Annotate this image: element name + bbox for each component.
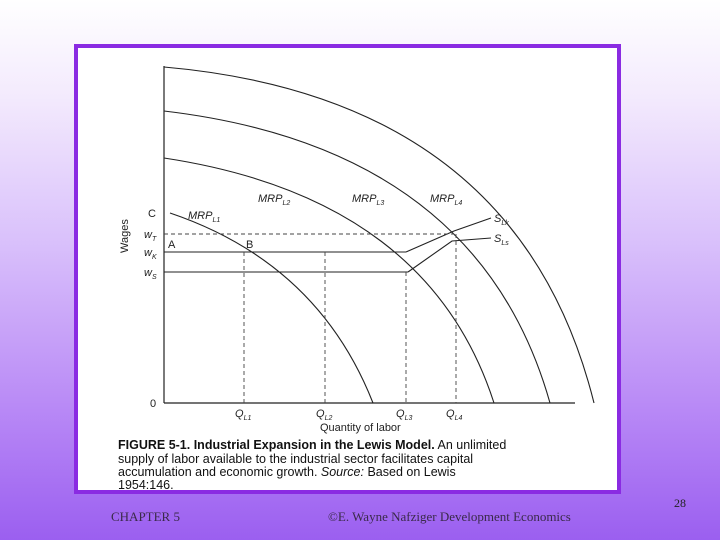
supply-label-lk: $S_{Lk}$ [494,213,509,227]
figure-caption-line-1: FIGURE 5-1. Industrial Expansion in the Lewis Model. An unlimited [118,438,507,452]
mrp-curve-1 [170,213,373,403]
x-tick-ql3: $Q_{L3}$ [396,408,413,422]
x-tick-ql2: $Q_{L2}$ [316,408,333,422]
y-tick-c: C [148,208,156,220]
figure-caption-line-3: accumulation and economic growth. Source: Based on Lewis [118,465,456,479]
mrp-curve-4 [164,67,594,403]
x-axis-label: Quantity of labor [320,422,401,434]
x-tick-ql4: $Q_{L4}$ [446,408,463,422]
footer-chapter: CHAPTER 5 [111,509,180,524]
supply-label-ls: $S_{Ls}$ [494,233,509,247]
mrp-label-3: $MRP_{L3}$ [352,193,385,207]
point-a-label: A [168,239,176,251]
figure-caption-line-2: supply of labor available to the industrial sector facilitates capital [118,452,474,466]
slide-number: 28 [674,496,686,510]
figure-caption-line-4: 1954:146. [118,478,174,490]
supply-curve-lk [406,218,491,252]
origin-label: 0 [150,398,157,410]
point-b-label: B [246,239,254,251]
figure-frame [74,44,621,494]
mrp-label-4: $MRP_{L4}$ [430,193,463,207]
y-tick-ws: $w_S$ [144,267,157,281]
mrp-label-1: $MRP_{L1}$ [188,210,221,224]
footer-copyright: ©E. Wayne Nafziger Development Economics [328,509,571,524]
x-tick-ql1: $Q_{L1}$ [235,408,252,422]
y-tick-wk: $w_K$ [144,247,157,261]
mrp-curve-3 [164,111,550,403]
lewis-model-diagram [78,48,617,490]
y-tick-wt: $w_T$ [144,229,157,243]
supply-curve-ls [408,238,491,272]
mrp-label-2: $MRP_{L2}$ [258,193,291,207]
y-axis-label: Wages [119,219,131,253]
